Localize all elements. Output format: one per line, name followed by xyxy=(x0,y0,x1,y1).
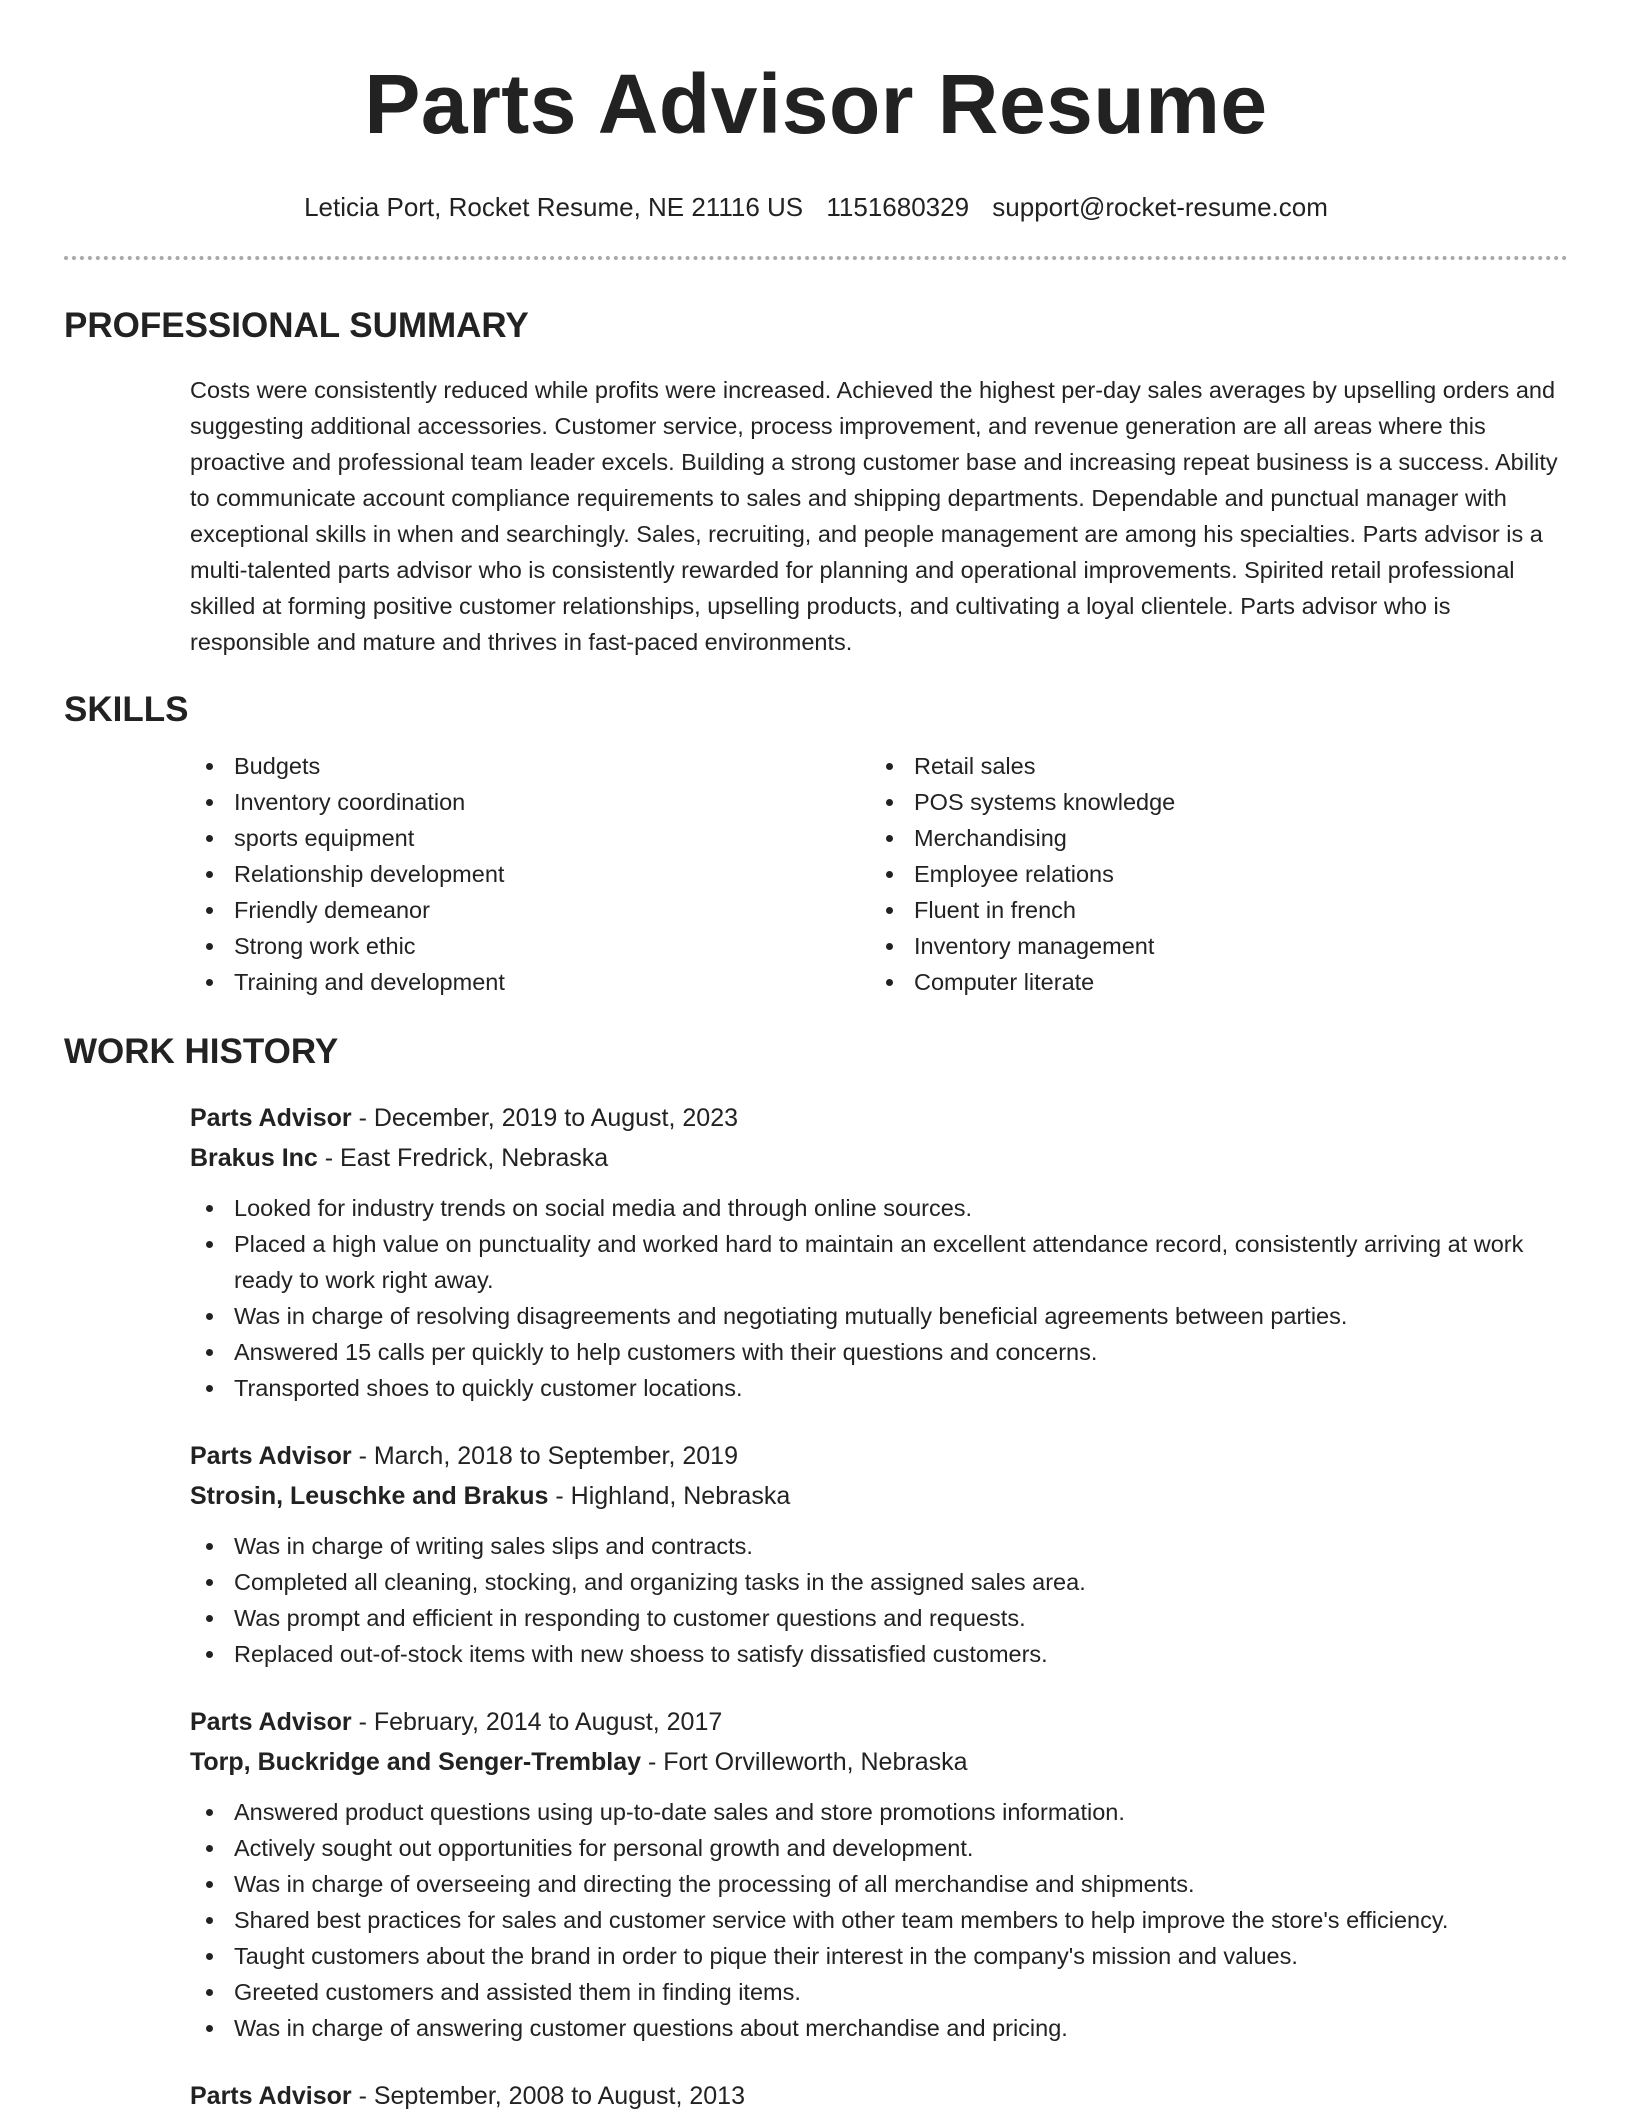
duty-item: Shared best practices for sales and customer service with other team members to help improve the store's efficiency. xyxy=(190,1902,1568,1938)
job-role: Parts Advisor xyxy=(190,1104,352,1132)
duty-item: Answered product questions using up-to-date sales and store promotions information. xyxy=(190,1794,1568,1830)
section-title-summary: PROFESSIONAL SUMMARY xyxy=(64,306,529,345)
skill-item: Inventory coordination xyxy=(190,784,870,820)
job-title-line xyxy=(190,1098,1568,1138)
skill-item: Strong work ethic xyxy=(190,928,870,964)
resume-page xyxy=(64,0,1568,2116)
job-company-line xyxy=(190,1742,1568,1782)
job-company: Torp, Buckridge and Senger-Tremblay xyxy=(190,1748,642,1776)
job-company: Brakus Inc xyxy=(190,1144,318,1172)
job-dates: - December, 2019 to August, 2023 xyxy=(351,1104,739,1132)
skill-item: Relationship development xyxy=(190,856,870,892)
job-title-line xyxy=(190,1702,1568,1742)
summary-text: Costs were consistently reduced while profits were increased. Achieved the highest per-day sales averages by upselling orders and suggesting additional accessories. Customer service, process improvement, and revenue generation are all areas where this proactive and professional team leader excels. Building a strong customer base and increasing repeat business is a success. Ability to communicate account compliance requirements to sales and shipping departments. Dependable and punctual manager with exceptional skills in when and searchingly. Sales, recruiting, and people management are among his specialties. Parts advisor is a multi-talented parts advisor who is consistently rewarded for planning and operational improvements. Spirited retail professional skilled at forming positive customer relationships, upselling products, and cultivating a loyal clientele. Parts advisor who is responsible and mature and thrives in fast-paced environments. xyxy=(190,377,1558,655)
contact-address: Leticia Port, Rocket Resume, NE 21116 US xyxy=(304,192,804,222)
duty-item: Completed all cleaning, stocking, and organizing tasks in the assigned sales area. xyxy=(190,1564,1568,1600)
skill-item: Merchandising xyxy=(870,820,1550,856)
duty-item: Replaced out-of-stock items with new shoess to satisfy dissatisfied customers. xyxy=(190,1636,1568,1672)
skills-list xyxy=(190,748,1568,1000)
job-duties xyxy=(190,1794,1568,2046)
job-dates: - March, 2018 to September, 2019 xyxy=(351,1442,738,1470)
job-location: - Highland, Nebraska xyxy=(548,1482,791,1510)
job-entry xyxy=(190,2076,1568,2116)
duty-item: Was in charge of writing sales slips and contracts. xyxy=(190,1528,1568,1564)
duty-item: Was prompt and efficient in responding to customer questions and requests. xyxy=(190,1600,1568,1636)
job-company-line xyxy=(190,1138,1568,1178)
duty-item: Taught customers about the brand in order to pique their interest in the company's mission and values. xyxy=(190,1938,1568,1974)
duty-item: Looked for industry trends on social media and through online sources. xyxy=(190,1190,1568,1226)
duty-item: Was in charge of resolving disagreements and negotiating mutually beneficial agreements between parties. xyxy=(190,1298,1568,1334)
skill-item: sports equipment xyxy=(190,820,870,856)
job-dates: - February, 2014 to August, 2017 xyxy=(351,1708,723,1736)
header-divider xyxy=(64,256,1568,260)
skill-item: Friendly demeanor xyxy=(190,892,870,928)
skill-item: Training and development xyxy=(190,964,870,1000)
job-location: - East Fredrick, Nebraska xyxy=(317,1144,609,1172)
job-entry xyxy=(190,1098,1568,1406)
contact-phone: 1151680329 xyxy=(826,192,970,222)
skill-item: Computer literate xyxy=(870,964,1550,1000)
job-company-line xyxy=(190,1476,1568,1516)
job-title-line xyxy=(190,2076,1568,2116)
duty-item: Placed a high value on punctuality and worked hard to maintain an excellent attendance record, consistently arriving at work ready to work right away. xyxy=(190,1226,1568,1298)
duty-item: Was in charge of answering customer questions about merchandise and pricing. xyxy=(190,2010,1568,2046)
section-title-skills: SKILLS xyxy=(64,690,189,729)
duty-item: Greeted customers and assisted them in finding items. xyxy=(190,1974,1568,2010)
resume-title: Parts Advisor Resume xyxy=(364,57,1268,151)
section-title-work-history: WORK HISTORY xyxy=(64,1032,339,1071)
skill-item: Budgets xyxy=(190,748,870,784)
skill-item: POS systems knowledge xyxy=(870,784,1550,820)
job-role: Parts Advisor xyxy=(190,1442,352,1470)
duty-item: Actively sought out opportunities for personal growth and development. xyxy=(190,1830,1568,1866)
duty-item: Was in charge of overseeing and directing the processing of all merchandise and shipments. xyxy=(190,1866,1568,1902)
skill-item: Fluent in french xyxy=(870,892,1550,928)
contact-email: support@rocket-resume.com xyxy=(992,192,1328,222)
job-entry xyxy=(190,1702,1568,2046)
job-dates: - September, 2008 to August, 2013 xyxy=(351,2082,745,2110)
skill-item: Employee relations xyxy=(870,856,1550,892)
skill-item: Retail sales xyxy=(870,748,1550,784)
job-duties xyxy=(190,1528,1568,1672)
contact-line xyxy=(64,190,1568,224)
job-location: - Fort Orvilleworth, Nebraska xyxy=(641,1748,968,1776)
job-role: Parts Advisor xyxy=(190,2082,352,2110)
skills-column-left xyxy=(190,748,870,1000)
job-role: Parts Advisor xyxy=(190,1708,352,1736)
duty-item: Transported shoes to quickly customer locations. xyxy=(190,1370,1568,1406)
duty-item: Answered 15 calls per quickly to help customers with their questions and concerns. xyxy=(190,1334,1568,1370)
job-duties xyxy=(190,1190,1568,1406)
job-title-line xyxy=(190,1436,1568,1476)
job-company: Strosin, Leuschke and Brakus xyxy=(190,1482,549,1510)
job-entry xyxy=(190,1436,1568,1672)
skill-item: Inventory management xyxy=(870,928,1550,964)
resume-header xyxy=(64,0,1568,224)
skills-column-right xyxy=(870,748,1550,1000)
